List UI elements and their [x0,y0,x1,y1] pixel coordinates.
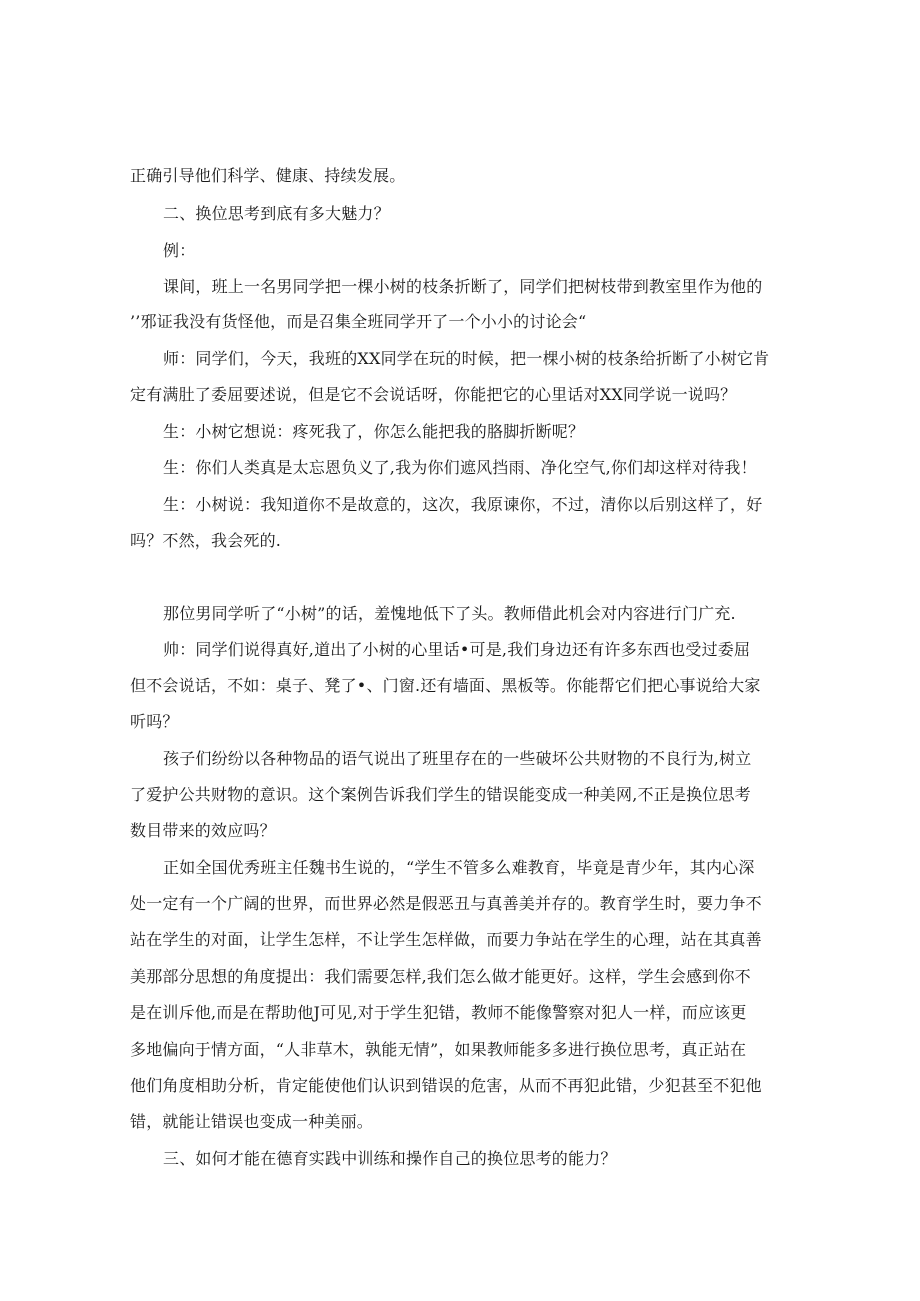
text-line: 数目带来的效应吗？ [130,821,276,840]
text-line: 生：小树说：我知道你不是故意的，这次，我原谏你，不过，清你以后别这样了，好 [163,495,763,514]
text-line: 正如全国优秀班主任魏书生说的，“学生不管多么难教育，毕竟是青少年，其内心深 [163,858,755,877]
text-line: 他们角度相助分析，肯定能使他们认识到错误的危害，从而不再犯此错，少犯甚至不犯他 [130,1076,762,1095]
text-line: 正确引导他们科学、健康、持续发展。 [130,166,406,185]
section-heading: 二、换位思考到底有多大魅力？ [163,204,390,223]
text-line: 错，就能让错误也变成一种美丽。 [130,1112,374,1131]
text-line: 课间，班上一名男同学把一棵小树的枝条折断了，同学们把树枝带到教室里作为他的 [163,277,763,296]
text-line: 师：同学们，今天，我班的XX同学在玩的时候，把一棵小树的枝条给折断了小树它肯 [163,349,770,368]
text-line: 那位男同学听了“小树”的话，羞愧地低下了头。教师借此机会对内容进行门广充. [163,604,736,623]
text-line: 了爱护公共财物的意识。这个案例告诉我们学生的错误能变成一种美网,不正是换位思考 [130,785,751,804]
text-line: 但不会说话，不如：桌子、凳了•、门窗.还有墙面、黑板等。你能帮它们把心事说给大家 [130,676,761,695]
text-line: 美那部分思想的角度提出：我们需要怎样,我们怎么做才能更好。这样，学生会感到你不 [130,967,751,986]
text-line: 帅：同学们说得真好,道出了小树的心里话•可是,我们身边还有许多东西也受过委屈 [163,640,751,659]
text-line: 多地偏向于情方面，“人非草木，孰能无情”，如果教师能多多进行换位思考，真正站在 [130,1040,747,1059]
section-heading: 三、如何才能在德育实践中训练和操作自己的换位思考的能力？ [163,1149,617,1168]
text-line: 是在训斥他,而是在帮助他J可见,对于学生犯错，教师不能像警察对犯人一样，而应该更 [130,1003,747,1022]
text-line: 听吗？ [130,712,179,731]
text-line: 站在学生的对面，让学生怎样，不让学生怎样做，而要力争站在学生的心理，站在其真善 [130,930,762,949]
text-line: 吗？不然，我会死的. [130,531,282,550]
text-line: 定有满肚了委屈要述说，但是它不会说话呀，你能把它的心里话对XX同学说一说吗？ [130,385,737,404]
text-line: 生：小树它想说：疼死我了，你怎么能把我的胳脚折断呢？ [163,422,585,441]
text-line: 生：你们人类真是太忘恩负义了,我为你们遮风挡雨、净化空气,你们却这样对待我！ [163,458,757,477]
text-line: 例： [163,241,196,260]
text-line: 孩子们纷纷以各种物品的语气说出了班里存在的一些破坏公共财物的不良行为,树立 [163,749,752,768]
text-line: 处一定有一个广阔的世界，而世界必然是假恶丑与真善美并存的。教育学生时，要力争不 [130,894,762,913]
text-line: ’’邪证我没有货怪他，而是召集全班同学开了一个小小的讨论会“ [130,312,587,331]
